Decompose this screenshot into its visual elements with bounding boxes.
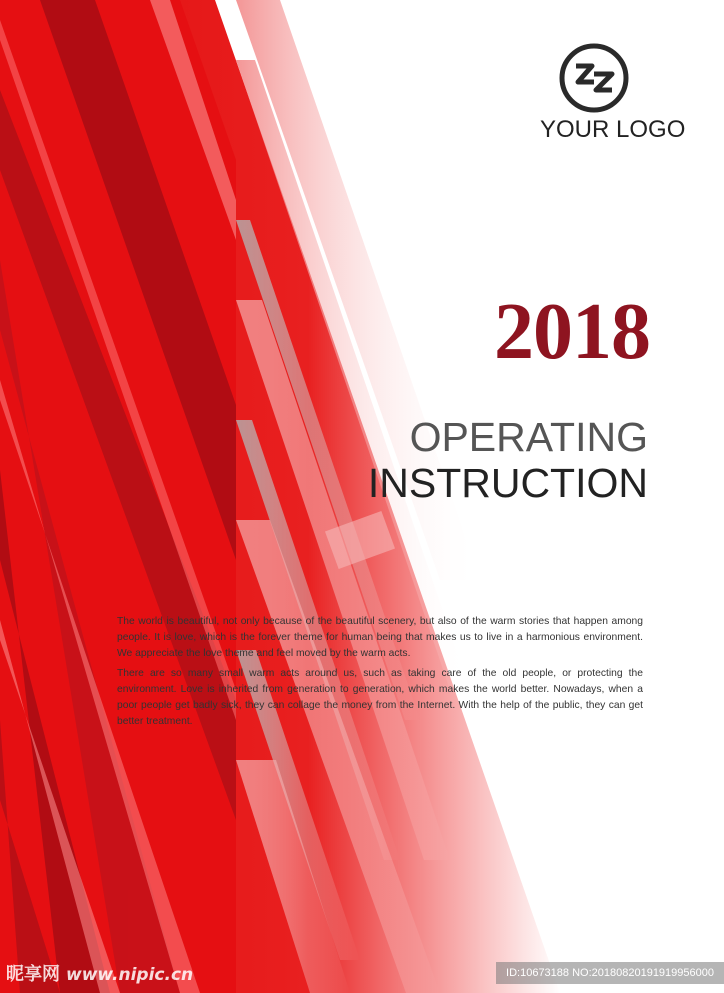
- title-line-1: OPERATING: [409, 414, 648, 460]
- body-paragraph-1: The world is beautiful, not only because of the beautiful scenery, but also of the warm stories that happen among people. It is love, which is the forever theme for human being that makes us to live in a harmonious environment. We appreciate the love theme and feel moved by the warm acts.: [117, 616, 643, 659]
- zz-circle-logo-icon: [558, 42, 630, 114]
- logo: [540, 42, 686, 144]
- body-text: [117, 614, 643, 734]
- watermark-url: www.nipic.cn: [66, 965, 194, 985]
- body-paragraph-2: There are so many small warm acts around us, such as taking care of the old people, or protecting the environment. Love is inherited from generation to generation, which makes the world better. Nowadays, when a poor people get badly sick, they can collage the money from the Internet. With the help of the public, they can get better treatment.: [117, 668, 643, 727]
- document-title: [368, 414, 648, 506]
- logo-text: YOUR LOGO: [540, 116, 686, 143]
- year-heading: 2018: [494, 288, 650, 376]
- watermark-site-name: 昵享网: [6, 964, 60, 985]
- watermark-site: [6, 960, 193, 986]
- title-line-2: INSTRUCTION: [367, 460, 648, 506]
- watermark-id: ID:10673188 NO:20180820191919956000: [496, 962, 724, 984]
